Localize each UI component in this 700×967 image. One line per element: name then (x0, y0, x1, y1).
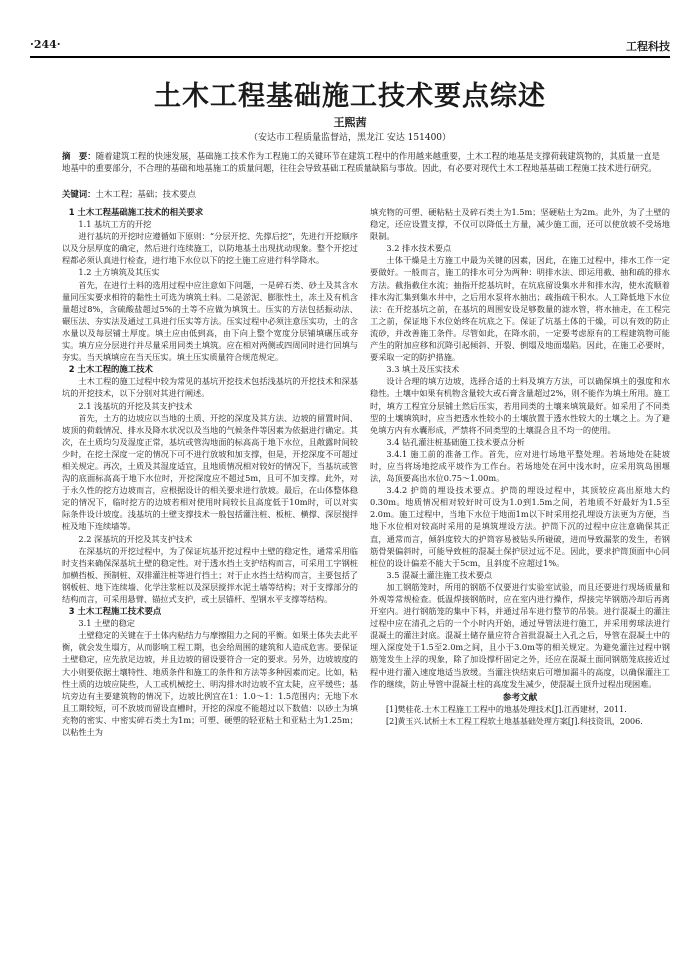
paragraph: 土木工程的施工过程中较为常见的基坑开挖技术包括浅基坑的开挖技术和深基坑的开挖技术，以下分别对其进行阐述。 (62, 376, 358, 399)
subsection-heading: 2.2 深基坑的开挖及其支护技术 (78, 533, 193, 544)
paragraph: 设计合理的填方边坡，选择合适的土料及填方方法，可以确保填土的强度和水稳性。土壤中如果有机物含量较大或石膏含量超过2%，则不能作为填土所用。施工时，填方工程宜分层铺土然后压实，若用同类的土壤来填筑最好。如采用了不同类型的土壤填筑时，应当把透水性较小的土壤放置于透水性较大的土壤之上。为了避免填方内有水囊形成，严禁将不同类型的土壤混合且不均一的使用。 (370, 376, 670, 435)
subsection-heading: 3.2 排水技术要点 (386, 243, 452, 254)
keywords (62, 188, 660, 200)
abstract-text: 随着建筑工程的快速发展，基础施工技术作为工程施工的关键环节在建筑工程中的作用越来越重要，土木工程的地基是支撑荷载建筑物的，其质量一直是地基中的重要部分，不合理的基础和地基施工的质量问题，往往会导致基础工程质量缺陷与事故。因此，有必要对现代土木工程地基基础工程施工技术进行研究。 (62, 151, 661, 173)
section-heading: 2 土木工程的施工技术 (68, 364, 153, 375)
paragraph: 土壁稳定的关键在于土体内粘结力与摩擦阻力之间的平衡。如果土体失去此平衡，就会发生塌方，从而影响工程工期，也会给周围的建筑和人造成危害。要保证土壁稳定，应先放足边坡，并且边坡的留设要符合一定的要求。另外，边坡坡度的大小则要依据土壤特性、地质条件和施工的条件和方法等多种因素而定。比如，粘性土质的边坡应陡些，人工或机械挖土、明沟排水时边坡不宜太陡，应平缓些；基坑旁边有主要建筑物的情况下，边坡比例宜在1：1.0～1：1.5范围内；无地下水且工期较短，可不放坡而留设直槽时，开挖的深度不能超过以下数值：以砂土为填充物的密实、中密实碎石类土为1m；可塑、硬塑的轻亚粘土和亚粘土为1.25m；以粘性土为 (62, 630, 358, 738)
keywords-text: 土木工程；基础；技术要点 (95, 189, 196, 199)
author-name: 王熙茜 (333, 116, 367, 129)
reference-item: [1]樊桂花.土木工程施工工程中的地基处理技术[J].江西建材，2011. (386, 704, 627, 714)
subsection-heading: 1.1 基坑工方的开挖 (78, 219, 152, 230)
paragraph: 加工钢筋笼时，所用的钢筋不仅要进行实验室试验，而且还要进行现场质量和外观等常规检查。低温焊接钢筋时，应在室内进行操作，焊接完毕钢筋冷却后再离开室内。进行钢筋笼的集中下料，并通过吊车进行整节的吊装。进行混凝土的灌注过程中应在清孔之后的一个小时内开始，通过导管法进行施工，并采用剪球法进行混凝土的灌注封底。混凝土储存量应符合首批混凝土入孔之后，导管在混凝土中的埋入深度处于1.5至2.0m之间，且小于3.0m等的相关规定。为避免灌注过程中钢筋笼发生上浮的现象，除了加设撑杆固定之外，还应在混凝土面同钢筋笼底接近过程中进行灌入速度地适当放缓。当灌注快结束后可增加漏斗的高度，以确保灌注工作的继续，防止导管中混凝土柱的高度发生减少，使混凝土顶升过程出现困难。 (370, 581, 670, 689)
subsection-heading: 3.1 土壁的稳定 (78, 618, 135, 629)
keywords-label: 关键词： (62, 189, 96, 199)
paragraph: 首先，在进行土料的选用过程中应注意如下问题，一是碎石类、砂土及其含水量同压实要求相符的黏性土可选为填筑土料。二是淤泥、膨胀性土，冻土及有机含量超过8%，含硫酸盐超过5%的土等不应做为填筑土。压实的方法包括振动法、碾压法、夯实法及通过工具进行压实等方法。压实过程中必须注意压实功，土的含水量以及每层铺土厚度。填土应由低到高，由下向上整个宽度分层铺填碾压或夯实。填方应分层进行并尽量采用同类土填筑。应在相对两侧或四周同时进行回填与夯实。当天填填应在当天压实。填土压实质量符合规范规定。 (62, 279, 358, 363)
paragraph: 在深基坑的开挖过程中，为了保证坑基开挖过程中土壁的稳定性，通常采用临时支挡来确保深基坑土壁的稳定性。对于透水挡土支护结构而言，可采用工字钢桩加横挡板、预制桩、双排灌注桩等进行挡土；对于止水挡土结构而言，主要包括了钢板桩、地下连续墙、化学注浆桩以及深层搅拌水泥土墙等结构；对于支撑部分的结构而言，可采用悬臂、锚拉式支护，或土层锚杆、型钢水平支撑等结构。 (62, 545, 358, 604)
subsection-heading: 3.4 钻孔灌注桩基础施工技术要点分析 (386, 436, 525, 447)
page-number: ·244· (30, 38, 61, 51)
abstract (62, 150, 660, 174)
page-header (30, 38, 670, 58)
section-heading: 1 土木工程基础施工技术的相关要求 (68, 207, 204, 217)
paragraph: 3.4.2 护筒的埋设技术要点。护筒的埋设过程中，其顶较应高出原地大约0.30m。地质情况相对较好时可设为1.0到1.5m之间，若地质不好最好为1.5至2.0m。施工过程中，当地下水位于地面1m以下时采用挖孔埋设方法更为方便，当地下水位相对较高时采用的是填筑埋设方法。护筒下沉的过程中应注意确保其正直，通常而言，倾斜度较大的护筒容易被钻头所碰破，进而导致漏浆的发生，若钢筋骨架偏斜时，可能导致桩的混凝土保护层过远不足。因此，要求护筒顶面中心同桩位的设计偏差不能大于5cm，且斜度不应超过1%。 (370, 485, 670, 568)
journal-name: 工程科技 (626, 40, 670, 53)
paragraph: 进行基坑的开挖时应遵循如下原则：“分层开挖、先撑后挖”，先进行开挖顺序以及分层厚度的确定，然后进行连续施工，以防地基土出现扰动现象。整个开挖过程都必须认真进行检查，进行地下水位以下的挖土施工应进行科学降水。 (62, 231, 358, 266)
references-title: 参考文献 (502, 692, 538, 703)
paragraph: 首先，土方的边坡应以当地的土质、开挖的深度及其方法、边坡的留置时间、坡顶的荷载情况、排水及降水状况以及当地的气候条件等因素为依据进行确定。其次，在土质均匀及湿度正常，基坑或管沟地面的标高高于地下水位，且敞露时间较少时，在挖土深度一定的情况下可不进行放坡和加支撑，但是，开挖深度不可超过相关规定。再次，土质及其湿度适宜，且地质情况相对较好的情况下，当基坑或管沟的底面标高高于地下水位时，开挖深度应不超过5m，且可不加支撑。此外，对于永久性的挖方边坡而言，应根据设计的相关要求进行放坡。最后，在山体整体稳定的情况下，临时挖方的边坡若相对使用时间较长且高度低于10m时，可以对实际条件设计坡度。浅基坑的土壁支撑技术一般包括灌注桩、板桩、横撑、深层搅拌桩及地下连续墙等。 (62, 412, 358, 532)
header-rule (30, 56, 670, 58)
right-column (370, 206, 670, 728)
section-heading: 3 土木工程施工技术要点 (68, 606, 162, 617)
article-title: 土木工程基础施工技术要点综述 (154, 81, 546, 112)
abstract-label: 摘 要： (62, 151, 96, 161)
subsection-heading: 2.1 浅基坑的开挖及其支护技术 (78, 400, 193, 411)
subsection-heading: 3.5 混凝土灌注施工技术要点 (386, 569, 493, 580)
paragraph: 土体干燥是土方施工中最为关键的因素，因此，在施工过程中，排水工作一定要做好。一般而言，施工的排水可分为两种：明排水法、即运用截、抽和疏的排水方法。截指截住水流；抽指开挖基坑时，在坑底留设集水井和排水沟，使水流顺着排水沟汇集到集水井中，之后用水泵将水抽出；疏指疏干积水。人工降低地下水位法：在开挖基坑之前，在基坑的周围安设足够数量的滤水管，将水抽走，在工程完工之前，保证地下水位始终在坑底之下。保证了坑基土体的干燥，可以有效的防止流砂，并改善施工条件。尽管如此，在降水前，一定要考虑原有的工程建筑物可能产生的附加应移和沉降引起倾斜、开裂、倒塌及地面塌陷。因此，在施工必要时，要采取一定的防护措施。 (370, 255, 670, 363)
subsection-heading: 1.2 土方填筑及其压实 (78, 267, 160, 278)
paragraph: 3.4.1 施工前的准备工作。首先，应对进行场地平整处理。若场地处在陡坡时，应当将场地挖成平坡作为工作台。若场地处在河中浅水时，应采用筑岛围堰法，岛顶要高出水位0.75～1.00m。 (370, 448, 670, 484)
paragraph-continued: 填充物的可塑、硬粘粘土及碎石类土为1.5m；坚硬粘土为2m。此外，为了土壁的稳定，还应设置支撑，不仅可以降低土方量，减少施工面，还可以使放坡不受场地限制。 (370, 207, 670, 242)
author-affiliation: （安达市工程质量监督站，黑龙江 安达 151400） (248, 133, 452, 143)
reference-item: [2]黄玉兴.试析土木工程工程软土地基基础处理方案[J].科技资讯，2006. (386, 716, 643, 726)
left-column (62, 206, 358, 738)
right-column-body (370, 206, 670, 690)
subsection-heading: 3.3 填土及压实技术 (386, 364, 460, 375)
